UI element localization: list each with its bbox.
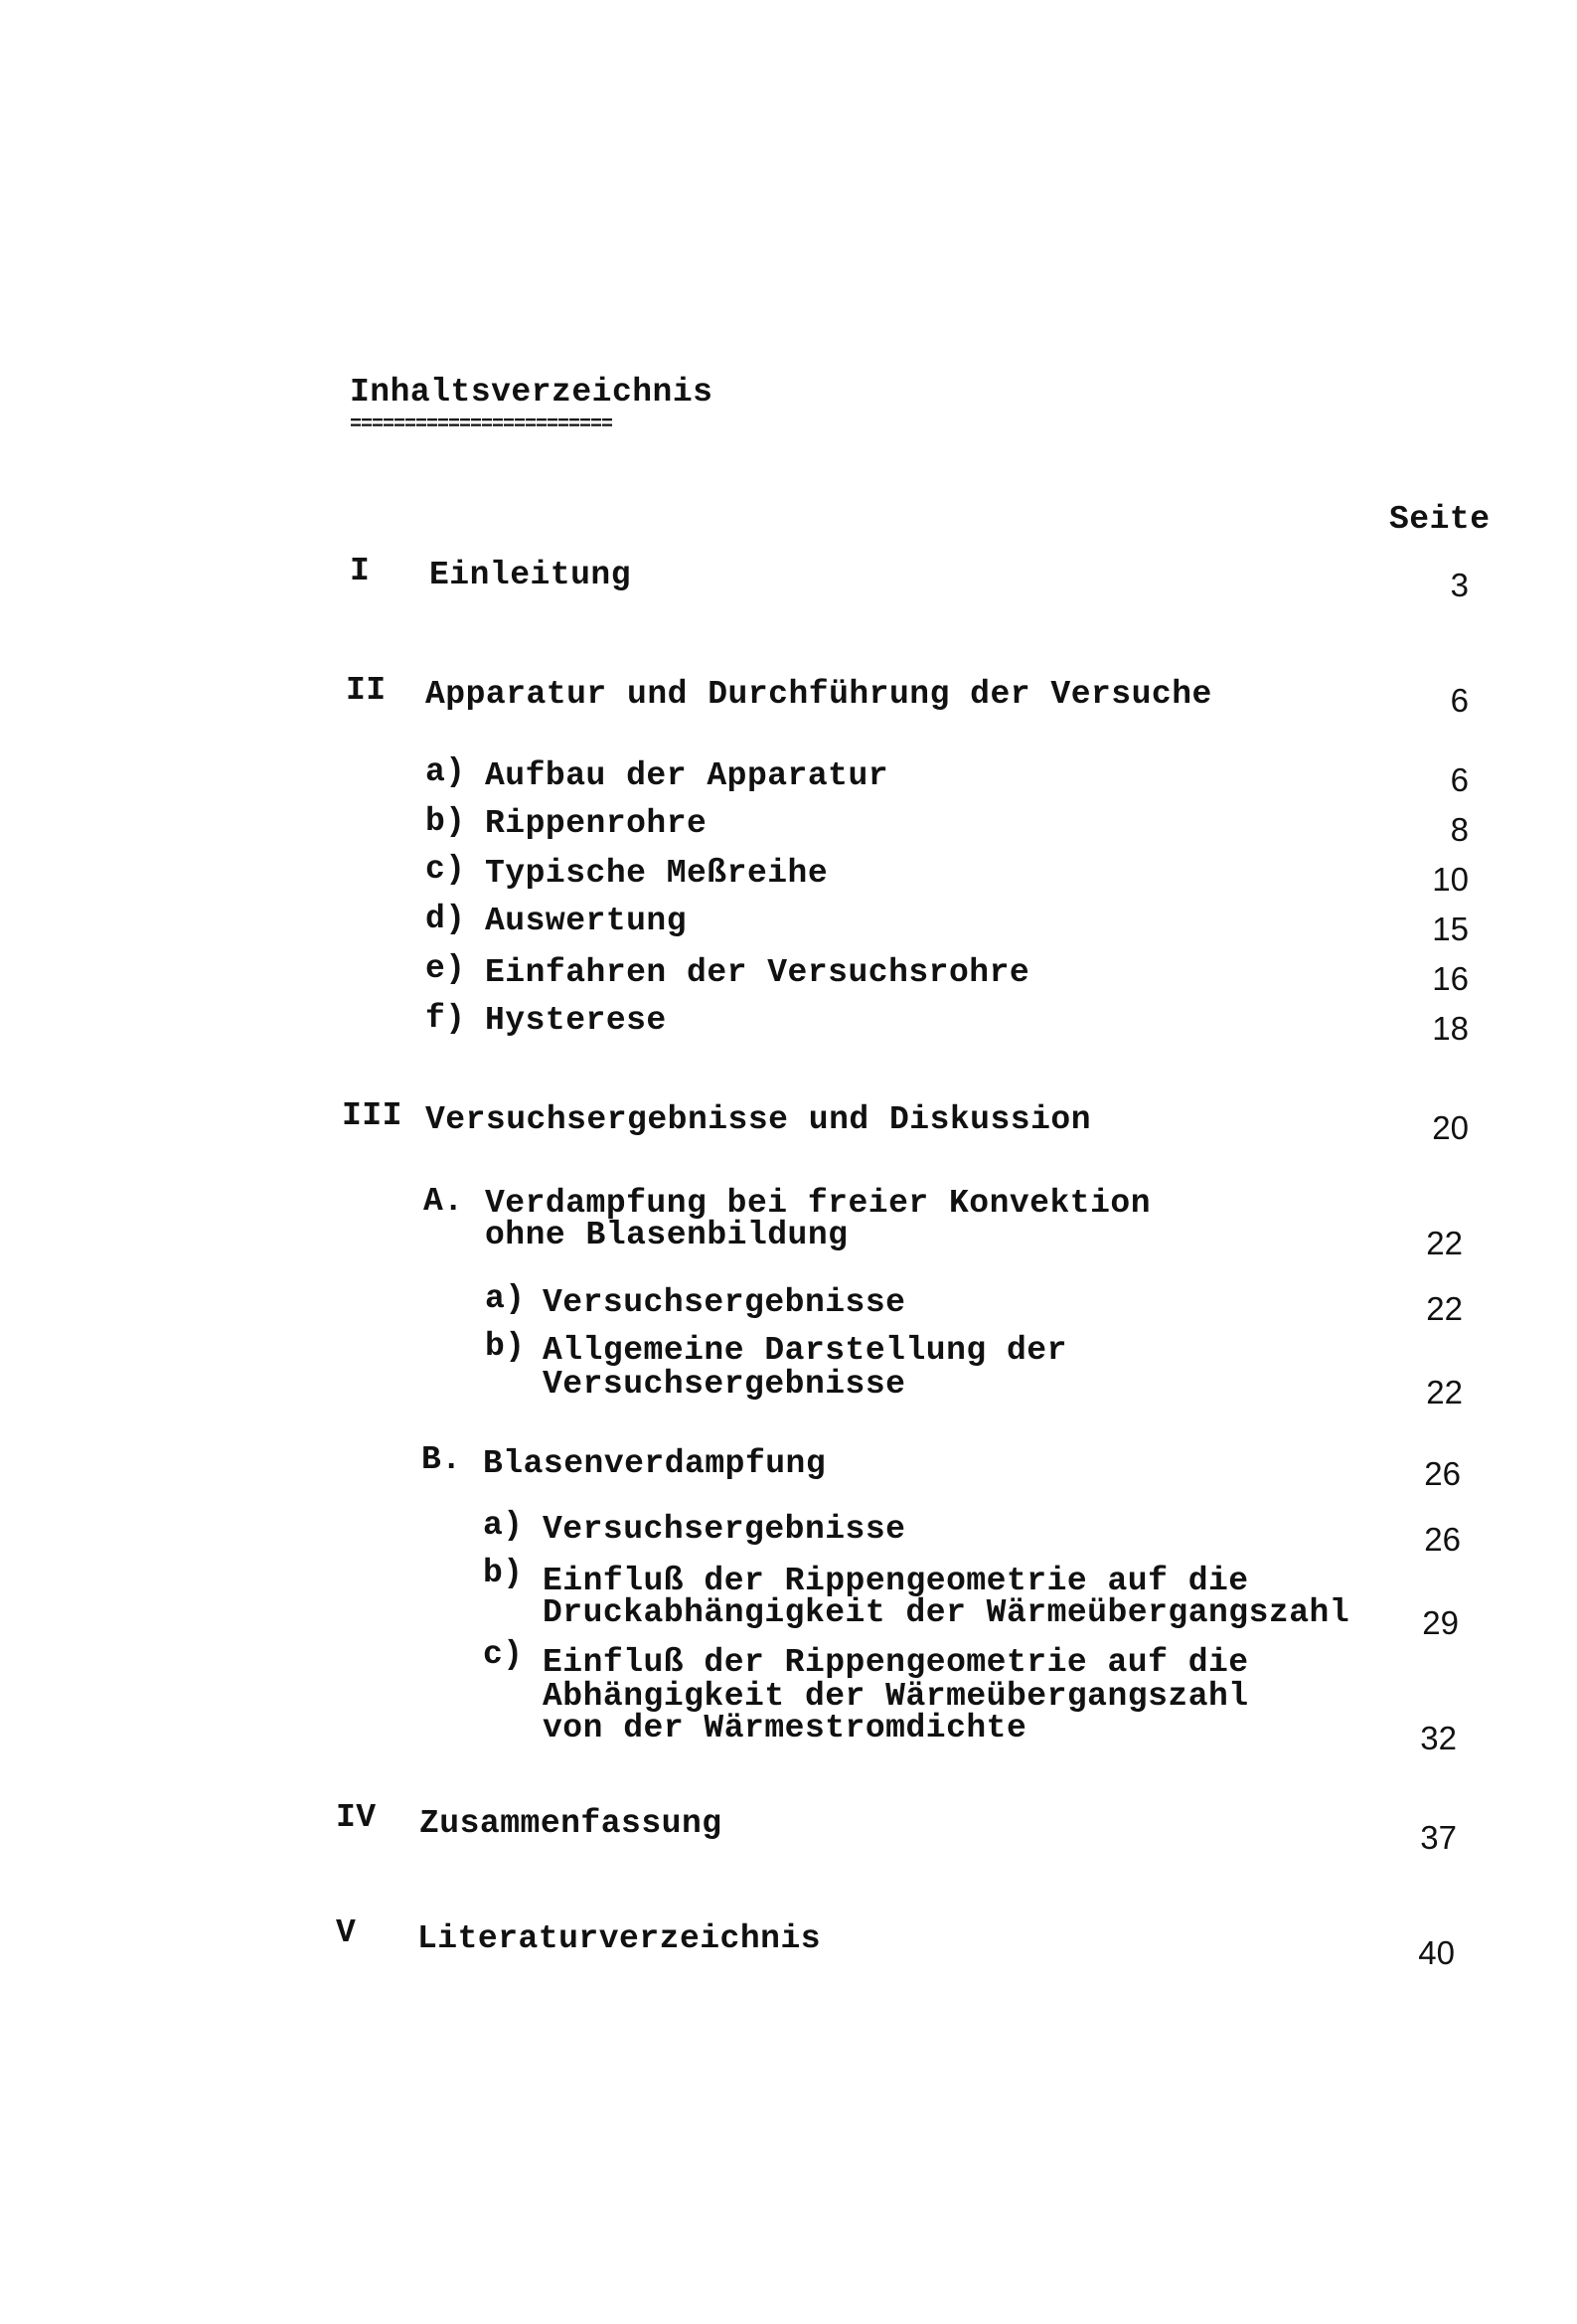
toc-entry-8-page: 18 [1432, 1010, 1469, 1047]
toc-entry-18-page: 40 [1418, 1934, 1455, 1971]
toc-entry-13-label: Blasenverdampfung [483, 1445, 827, 1482]
toc-entry-14-page: 26 [1424, 1521, 1461, 1558]
toc-entry-14-label: Versuchsergebnisse [543, 1511, 906, 1548]
page-column-header: Seite [1389, 501, 1491, 538]
toc-entry-18-num: V [336, 1914, 357, 1951]
toc-entry-11-page: 22 [1426, 1290, 1463, 1327]
title-underline: ======================== [350, 415, 613, 435]
toc-title: Inhaltsverzeichnis [350, 374, 713, 411]
toc-entry-3-page: 6 [1450, 761, 1469, 798]
toc-entry-16-num: c) [483, 1636, 524, 1673]
toc-entry-10-num: A. [423, 1183, 464, 1220]
toc-entry-12-label-line-1: Allgemeine Darstellung der [543, 1332, 1067, 1369]
toc-entry-6-page: 15 [1432, 911, 1469, 947]
toc-entry-2-num: II [346, 672, 387, 709]
toc-entry-5-page: 10 [1432, 861, 1469, 898]
toc-entry-6-label: Auswertung [485, 903, 688, 939]
toc-entry-10-label-line-2: ohne Blasenbildung [485, 1217, 849, 1253]
toc-entry-11-label: Versuchsergebnisse [543, 1284, 906, 1321]
toc-entry-7-num: e) [425, 950, 466, 987]
toc-entry-14-num: a) [483, 1507, 524, 1544]
toc-entry-17-label: Zusammenfassung [419, 1805, 722, 1842]
toc-entry-8-label: Hysterese [485, 1002, 667, 1039]
toc-entry-6-num: d) [425, 901, 466, 937]
toc-entry-2-page: 6 [1450, 682, 1469, 719]
toc-entry-13-num: B. [421, 1441, 462, 1478]
toc-entry-1-num: I [350, 553, 371, 589]
toc-entry-13-page: 26 [1424, 1455, 1461, 1492]
toc-entry-15-page: 29 [1422, 1604, 1459, 1641]
toc-entry-11-num: a) [485, 1280, 526, 1317]
toc-entry-9-num: III [342, 1097, 402, 1134]
toc-entry-3-label: Aufbau der Apparatur [485, 757, 889, 794]
toc-entry-16-label-line-2: Abhängigkeit der Wärmeübergangszahl [543, 1678, 1249, 1715]
toc-entry-17-num: IV [336, 1799, 377, 1836]
toc-entry-16-page: 32 [1420, 1720, 1457, 1756]
toc-entry-15-label-line-1: Einfluß der Rippengeometrie auf die [543, 1563, 1249, 1599]
toc-entry-9-page: 20 [1432, 1109, 1469, 1146]
toc-entry-17-page: 37 [1420, 1819, 1457, 1856]
toc-entry-12-label-line-2: Versuchsergebnisse [543, 1366, 906, 1403]
toc-entry-7-page: 16 [1432, 960, 1469, 997]
toc-entry-5-label: Typische Meßreihe [485, 855, 829, 892]
toc-entry-4-page: 8 [1450, 811, 1469, 848]
toc-entry-4-label: Rippenrohre [485, 805, 708, 842]
toc-entry-8-num: f) [425, 1000, 466, 1037]
toc-entry-5-num: c) [425, 851, 466, 888]
toc-entry-16-label-line-3: von der Wärmestromdichte [543, 1710, 1027, 1746]
toc-entry-9-label: Versuchsergebnisse und Diskussion [425, 1101, 1092, 1138]
toc-entry-12-num: b) [485, 1328, 526, 1365]
toc-entry-1-label: Einleitung [429, 557, 632, 593]
toc-entry-10-page: 22 [1426, 1225, 1463, 1261]
toc-entry-4-num: b) [425, 803, 466, 840]
toc-entry-7-label: Einfahren der Versuchsrohre [485, 954, 1030, 991]
toc-entry-15-num: b) [483, 1555, 524, 1591]
toc-entry-15-label-line-2: Druckabhängigkeit der Wärmeübergangszahl [543, 1594, 1350, 1631]
toc-entry-1-page: 3 [1450, 567, 1469, 603]
toc-entry-10-label-line-1: Verdampfung bei freier Konvektion [485, 1185, 1152, 1222]
toc-entry-12-page: 22 [1426, 1374, 1463, 1411]
toc-entry-16-label-line-1: Einfluß der Rippengeometrie auf die [543, 1644, 1249, 1681]
toc-entry-18-label: Literaturverzeichnis [417, 1920, 822, 1957]
toc-entry-2-label: Apparatur und Durchführung der Versuche [425, 676, 1212, 713]
toc-entry-3-num: a) [425, 753, 466, 790]
